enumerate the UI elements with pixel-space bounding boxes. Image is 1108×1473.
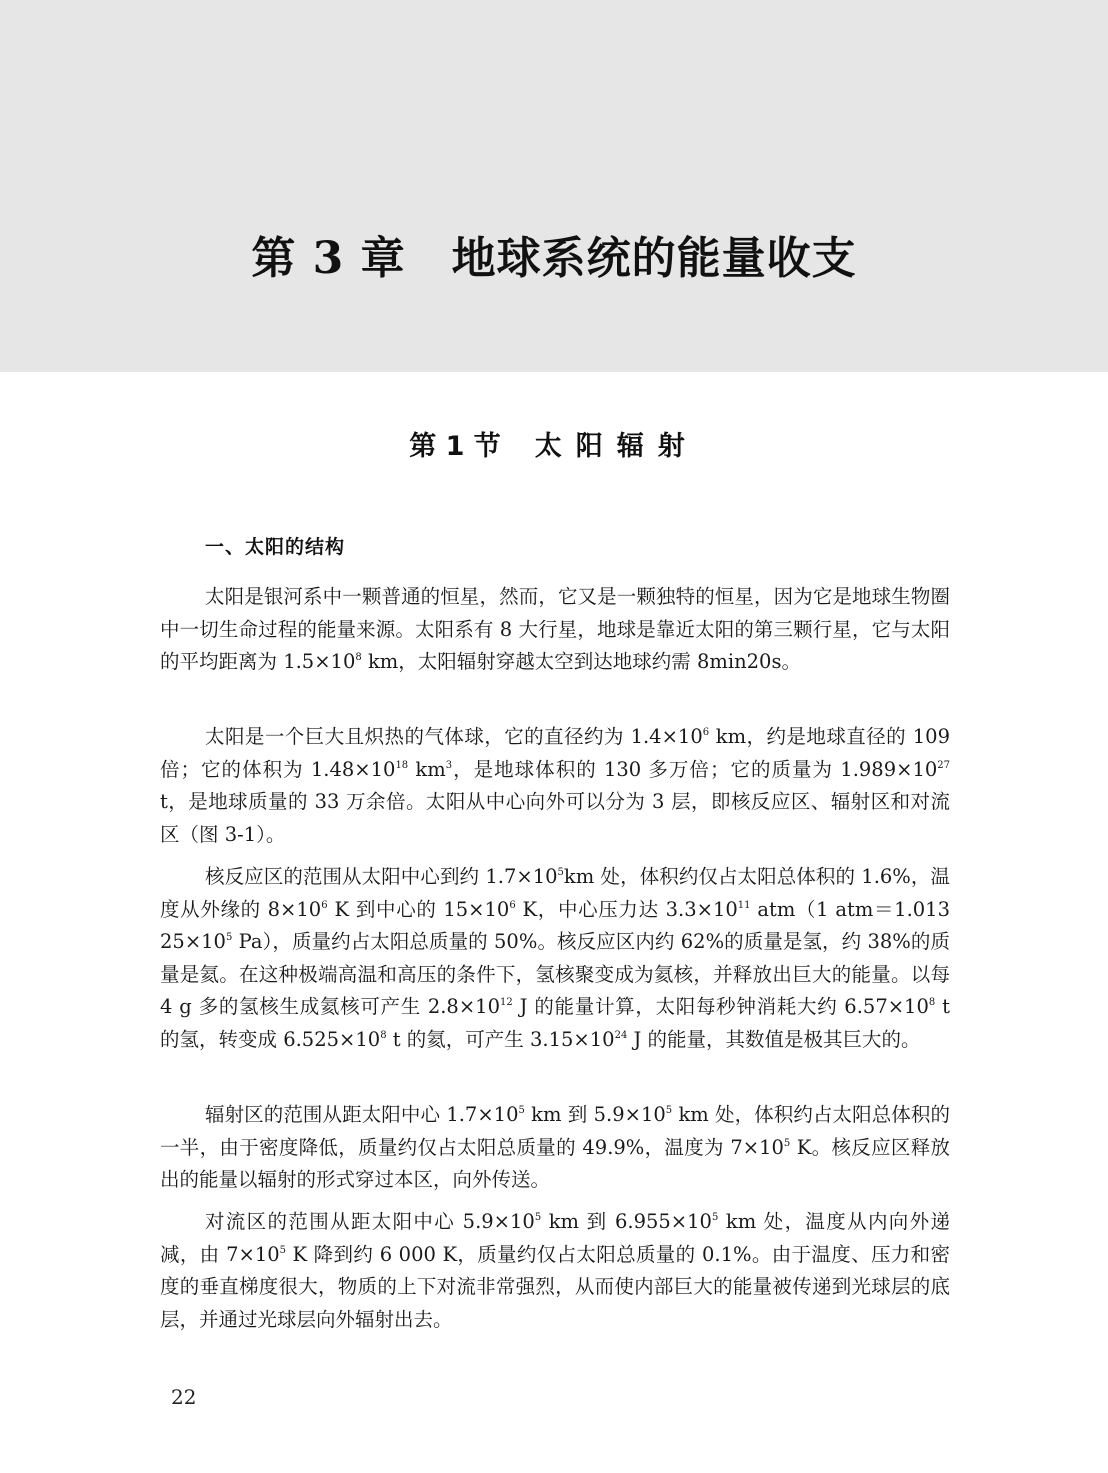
paragraph-convective-zone: 对流区的范围从距太阳中心 $5.9\times 10^5$ km 到 $6.955\times 10^5$ km 处，温度从内向外递减，由 $7\times 10^5$ K 降到约 6 000 K，质量约仅占太阳总质量的 0.1%。由于温度、压力和密度的垂直梯度很大，物质的上下对流非常强烈，从而使内部巨大的能量被传递到光球层的底层，并通过光球层向外辐射出去。: [160, 1210, 950, 1331]
paragraph-sun-size: 太阳是一个巨大且炽热的气体球，它的直径约为 $1.4\times 10^6$ km，约是地球直径的 109 倍；它的体积为 $1.48\times 10^{18}$ $km^3$，是地球体积的 130 多万倍；它的质量为 $1.989\times 10^{27}$ t，是地球质量的 33 万余倍。太阳从中心向外可以分为 3 层，即核反应区、辐射区和对流区（图 3-1）。: [160, 725, 950, 846]
chapter-name: 地球系统的能量收支: [451, 233, 857, 284]
paragraph-radiative-zone: 辐射区的范围从距太阳中心 $1.7\times 10^5$ km 到 $5.9\times 10^5$ km 处，体积约占太阳总体积的一半，由于密度降低，质量约仅占太阳总质量的 49.9%，温度为 $7\times 10^5$ K。核反应区释放出的能量以辐射的形式穿过本区，向外传送。: [160, 1103, 950, 1191]
paragraph-core-zone: 核反应区的范围从太阳中心到约 $1.7\times 10^5km$ 处，体积约仅占太阳总体积的 1.6%，温度从外缘的 $8\times 10^6$ K 到中心的 $15\times 10^6$ K，中心压力达 $3.3\times 10^{11}$ atm（1 atm＝1.013 $25\times 10^5$ Pa），质量约占太阳总质量的 50%。核反应区内约 62%的质量是氢，约 38%的质量是氦。在这种极端高温和高压的条件下，氢核聚变成为氦核，并释放出巨大的能量。以每 4 g 多的氢核生成氦核可产生 $2.8\times 10^{12}$ J 的能量计算，太阳每秒钟消耗大约 $6.57\times 10^8$ t 的氢，转变成 $6.525\times 10^8$ t 的氦，可产生 $3.15\times 10^{24}$ J 的能量，其数值是极其巨大的。: [160, 865, 950, 1051]
section-title: [0, 424, 1108, 463]
subsection-title: 一、太阳的结构: [205, 536, 346, 558]
paragraph-sun-overview: 太阳是银河系中一颗普通的恒星，然而，它又是一颗独特的恒星，因为它是地球生物圈中一切生命过程的能量来源。太阳系有 8 大行星，地球是靠近太阳的第三颗行星，它与太阳的平均距离为 $1.5\times 10^8$ km，太阳辐射穿越太空到达地球约需 8min20s。: [160, 585, 950, 673]
section-number: 第 1 节: [409, 431, 501, 462]
chapter-header-band: [0, 0, 1108, 372]
section-name: 太阳辐射: [534, 431, 699, 462]
page-number: 22: [171, 1385, 197, 1409]
chapter-number: 第 3 章: [251, 233, 406, 284]
chapter-title: [0, 222, 1108, 286]
